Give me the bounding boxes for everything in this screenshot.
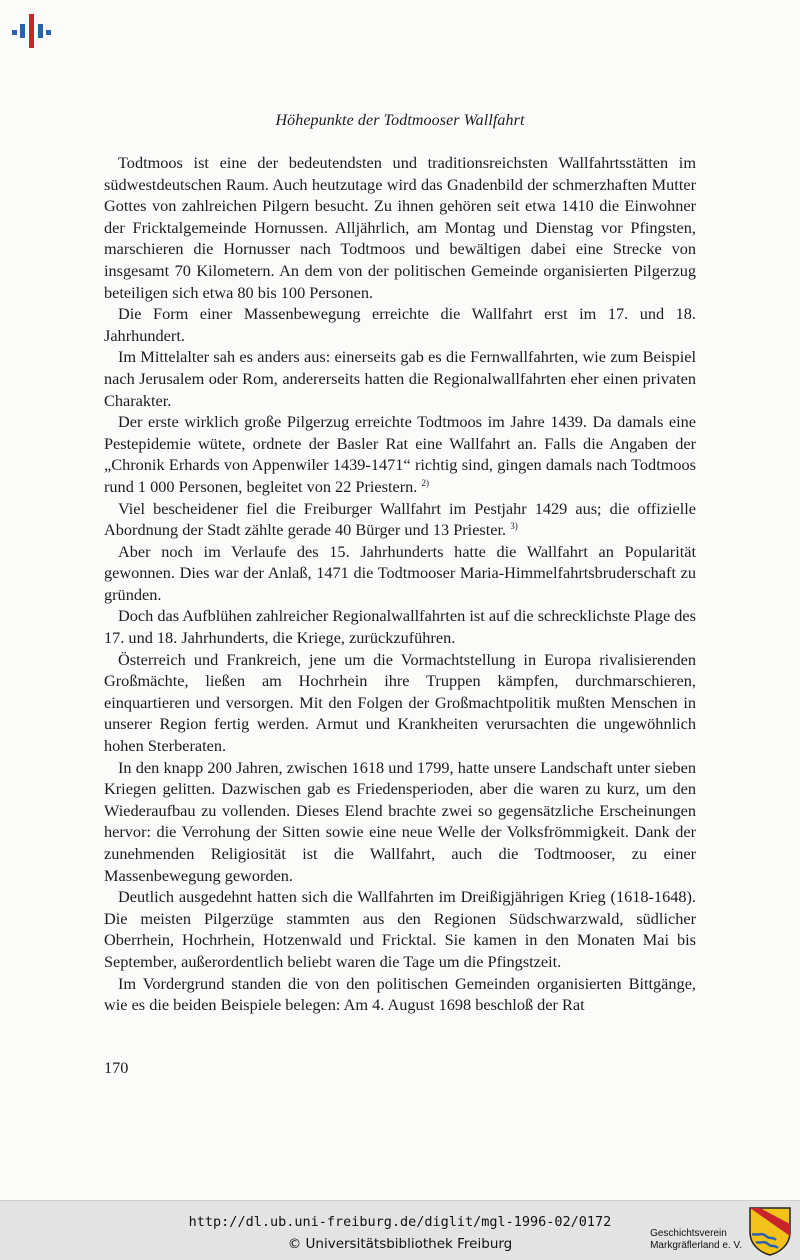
paragraph: Der erste wirklich große Pilgerzug erreichte Todtmoos im Jahre 1439. Da damals eine Pestepidemie wütete, ordnete der Basler Rat eine Wallfahrt an. Falls die Angaben der „Chronik Erhards von Appenwiler 1439-1471“ richtig sind, gingen damals nach Todtmoos rund 1 000 Personen, begleitet von 22 Priestern. $^{2)}$ [104, 412, 696, 496]
paragraph: In den knapp 200 Jahren, zwischen 1618 und 1799, hatte unsere Landschaft unter sieben Kriegen gelitten. Dazwischen gab es Friedensperioden, aber die waren zu kurz, um den Wiederaufbau zu vollenden. Dieses Elend brachte zwei so gegensätzliche Erscheinungen hervor: die Verrohung der Sitten sowie eine neue Welle der Volksfrömmigkeit. Dank der zunehmenden Religiosität ist die Wallfahrt, auch die Todtmooser, zu einer Massenbewegung geworden. [104, 757, 696, 885]
society-name [650, 1228, 742, 1252]
running-head: Höhepunkte der Todtmooser Wallfahrt [275, 112, 525, 129]
paragraph: Österreich und Frankreich, jene um die Vormachtstellung in Europa rivalisierenden Großmächte, ließen am Hochrhein ihre Truppen kämpfen, durchmarschieren, einquartieren und versorgen. Mit den Folgen der Großmachtpolitik mußten Menschen in unserer Region fertig werden. Armut und Krankheiten verursachten die ungewöhnlich hohen Sterberaten. [104, 649, 696, 756]
footer-url-link[interactable]: http://dl.ub.uni-freiburg.de/diglit/mgl-1996-02/0172 [188, 1214, 612, 1230]
paragraph: Deutlich ausgedehnt hatten sich die Wallfahrten im Dreißigjährigen Krieg (1618-1648). Die meisten Pilgerzüge stammten aus den Regionen Südschwarzwald, südlicher Oberrhein, Hochrhein, Hotzenwald und Fricktal. Sie kamen in den Monaten Mai bis September, außerordentlich beliebt waren die Tage um die Pfingstzeit. [104, 887, 696, 971]
body-text [104, 152, 696, 1016]
footnote-ref: 3) [510, 521, 518, 532]
footnote-ref: 2) [421, 477, 429, 488]
paragraph: Im Mittelalter sah es anders aus: einerseits gab es die Fernwallfahrten, wie zum Beispiel nach Jerusalem oder Rom, andererseits hatten die Regionalwallfahrten eher einen privaten Charakter. [104, 347, 696, 410]
paragraph: Aber noch im Verlaufe des 15. Jahrhunderts hatte die Wallfahrt an Popularität gewonnen. Dies war der Anlaß, 1471 die Todtmooser Maria-Himmelfahrtsbruderschaft zu gründen. [104, 541, 696, 604]
footer-copyright: © Universitätsbibliothek Freiburg [287, 1236, 513, 1252]
paragraph: Todtmoos ist eine der bedeutendsten und traditionsreichsten Wallfahrtsstätten im südwestdeutschen Raum. Auch heutzutage wird das Gnadenbild der schmerzhaften Mutter Gottes von zahlreichen Pilgern besucht. Zu ihnen gehören seit etwa 1410 die Einwohner der Fricktalgemeinde Hornussen. Alljährlich, am Montag und Dienstag vor Pfingsten, marschieren die Hornusser nach Todtmoos und bewältigen dabei eine Strecke von insgesamt 70 Kilometern. An dem von der politischen Gemeinde organisierten Pilgerzug beteiligen sich etwa 80 bis 100 Personen. [104, 153, 696, 302]
society-crest-icon[interactable] [748, 1206, 792, 1256]
paragraph: Viel bescheidener fiel die Freiburger Wallfahrt im Pestjahr 1429 aus; die offizielle Abordnung der Stadt zählte gerade 40 Bürger und 13 Priester. $^{3)}$ [104, 498, 696, 540]
page-number: 170 [104, 1058, 129, 1077]
paragraph: Doch das Aufblühen zahlreicher Regionalwallfahrten ist auf die schrecklichste Plage des 17. und 18. Jahrhunderts, die Kriege, zurückzuführen. [104, 606, 696, 648]
digital-library-logo[interactable] [10, 10, 54, 50]
society-name-line: Geschichtsverein [650, 1228, 727, 1239]
paragraph: Die Form einer Massenbewegung erreichte die Wallfahrt erst im 17. und 18. Jahrhundert. [104, 304, 696, 345]
society-name-line: Markgräflerland e. V. [650, 1240, 742, 1251]
paragraph: Im Vordergrund standen die von den politischen Gemeinden organisierten Bittgänge, wie es die beiden Beispiele belegen: Am 4. August 1698 beschloß der Rat [104, 973, 696, 1015]
